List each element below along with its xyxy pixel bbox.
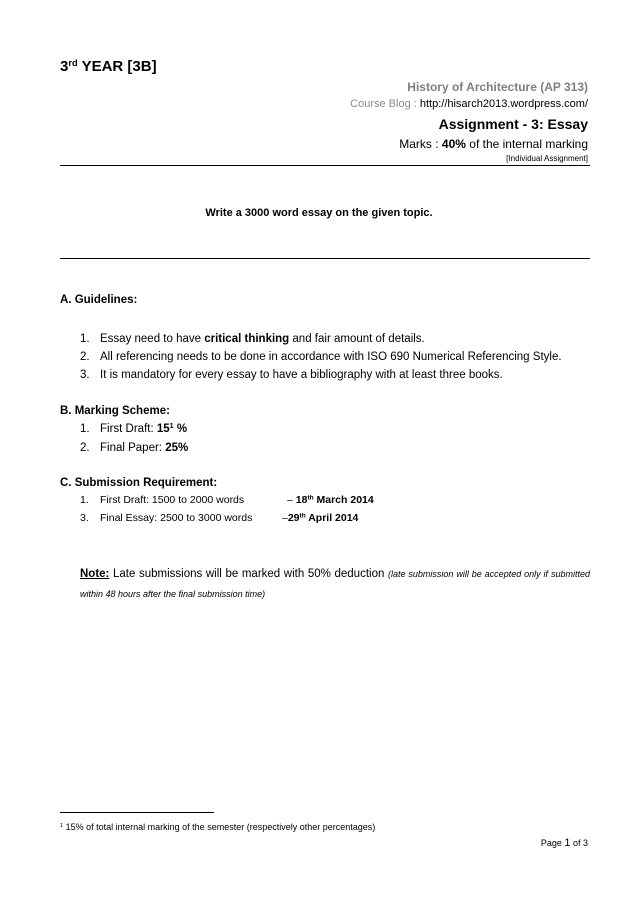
header-divider bbox=[60, 165, 590, 166]
submission-deadline: –29th April 2014 bbox=[282, 512, 359, 524]
assignment-title: Assignment - 3: Essay bbox=[438, 116, 588, 132]
guideline-item: 3. It is mandatory for every essay to have a bibliography with at least three books. bbox=[80, 369, 503, 381]
guideline-item: 2. All referencing needs to be done in accordance with ISO 690 Numerical Referencing Style. bbox=[80, 351, 562, 363]
page-number: Page 1 of 3 bbox=[540, 837, 588, 849]
course-blog-link[interactable]: http://hisarch2013.wordpress.com/ bbox=[419, 98, 588, 110]
footnote-divider bbox=[60, 812, 214, 813]
note-label: Note: bbox=[80, 568, 110, 580]
marking-heading: B. Marking Scheme: bbox=[60, 405, 170, 417]
footnote-ref: 1 bbox=[169, 422, 174, 431]
course-blog bbox=[350, 98, 588, 110]
year-heading: 3rd YEAR [3B] bbox=[60, 57, 157, 75]
task-statement: Write a 3000 word essay on the given topic. bbox=[205, 207, 433, 219]
task-divider bbox=[60, 258, 590, 259]
marking-item: 2. Final Paper: 25% bbox=[80, 442, 189, 454]
guideline-item: 1. Essay need to have critical thinking and fair amount of details. bbox=[80, 333, 425, 345]
submission-heading: C. Submission Requirement: bbox=[60, 477, 218, 489]
submission-item: 3. Final Essay: 2500 to 3000 words bbox=[80, 512, 253, 524]
assignment-type: [Individual Assignment] bbox=[506, 154, 588, 163]
footnote: $^1$ 15% of total internal marking of the semester (respectively other percentages) bbox=[60, 822, 376, 832]
late-submission-note: Note: Late submissions will be marked with 50% deduction (late submission will be accepted only if submitted within 48 hours after the final submission time) bbox=[80, 568, 590, 599]
note-italic: (late submission will be accepted only if submitted within 48 hours after the final submission time) bbox=[80, 569, 590, 599]
submission-deadline: – 18th March 2014 bbox=[287, 494, 374, 506]
marks-line: Marks : 40% of the internal marking bbox=[399, 137, 588, 151]
marking-item: 1. First Draft: $15^1$ % bbox=[80, 422, 188, 435]
course-blog-label: Course Blog : bbox=[350, 98, 420, 110]
submission-item: 1. First Draft: 1500 to 2000 words bbox=[80, 494, 245, 506]
course-title: History of Architecture (AP 313) bbox=[407, 80, 588, 94]
guidelines-heading: A. Guidelines: bbox=[60, 294, 138, 306]
